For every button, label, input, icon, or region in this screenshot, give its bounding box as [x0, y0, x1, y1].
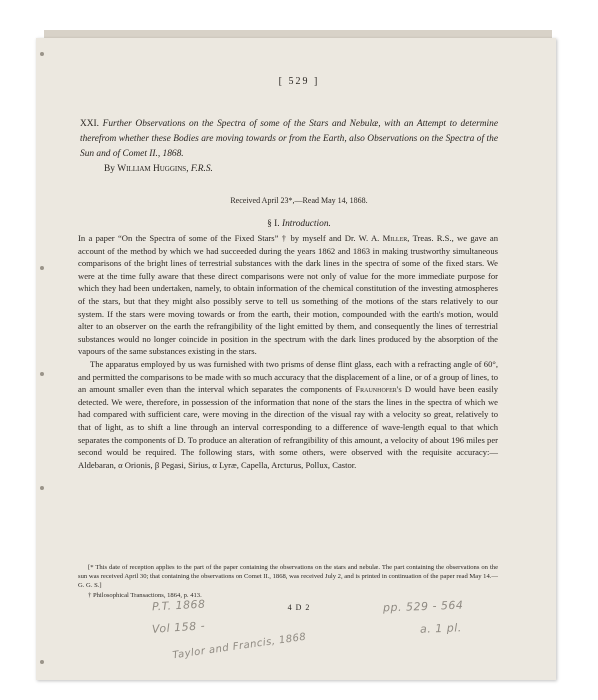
author-name: William Huggins, — [117, 164, 189, 174]
article-number: XXI. — [80, 119, 100, 129]
section-heading — [0, 219, 598, 229]
section-mark: § I. — [267, 219, 280, 229]
footnote: † Philosophical Transactions, 1864, p. 413. — [88, 591, 202, 599]
footnotes — [78, 563, 498, 600]
binding-hole — [40, 266, 44, 270]
body-text — [78, 232, 498, 471]
signature-mark: 4 D 2 — [287, 603, 311, 612]
article-title — [80, 117, 498, 177]
pencil-note: pp. 529 - 564 — [382, 598, 464, 615]
binding-hole — [40, 660, 44, 664]
pencil-note: Taylor and Francis, 1868 — [171, 631, 308, 662]
paragraph — [78, 232, 498, 358]
binding-hole — [40, 372, 44, 376]
received-date: Received April 23*,—Read May 14, 1868. — [230, 196, 368, 205]
article-title-text: Further Observations on the Spectra of some of the Stars and Nebulæ, with an Attempt to determine therefrom whether these Bodies are moving towards or from the Earth, also Observations on the Spectra of the Sun and of Comet II., 1868. — [80, 119, 499, 159]
byline-by: By — [104, 164, 115, 174]
paragraph-text: The apparatus employed by us was furnished with two prisms of dense flint glass, each with a refracting angle of 60°, and permitted the comparisons to be made with so much accuracy that the displacement of a line, or of a group of lines, to an amount smaller even than the interval which separates the components of — [78, 358, 498, 395]
name-smallcaps: Fraunhofer's — [355, 384, 402, 395]
paragraph-text: Treas. R.S., we gave an account of the method by which we had succeeded during the years 1862 and 1863 in making trustworthy simultaneous comparisons of the bright lines of terrestrial substances with the dark lines in the spectra of some of the fixed stars. We were at the time fully aware that these direct comparisons were not only of value for the more immediate purpose for which they had been undertaken, namely, to obtain information of the chemical constitution of the investing atmospheres of the stars, but that they might also possibly serve to tell us something of the motions of the stars relatively to our system. If the stars were moving towards or from the earth, their motion, compounded with the earth's motion, would alter to an observer on the earth the refrangibility of the light emitted by them, and consequently the lines of terrestrial substances would no longer coincide in position in the spectrum with the dark lines produced by the absorption of the vapours of the same substances existing in the stars. — [78, 233, 499, 357]
section-title: Introduction. — [281, 219, 331, 229]
pencil-note: Vol 158 - — [151, 619, 206, 636]
name-smallcaps: Miller, — [382, 233, 410, 243]
paragraph — [78, 358, 498, 471]
binding-hole — [40, 52, 44, 56]
page-number: [ 529 ] — [278, 76, 320, 87]
author-suffix: F.R.S. — [190, 164, 213, 174]
byline — [104, 164, 213, 174]
pencil-note: P.T. 1868 — [151, 597, 206, 614]
pencil-note: a. 1 pl. — [419, 621, 462, 636]
footnote: [* This date of reception applies to the part of the paper containing the observations on the stars and nebulæ. The part containing the observations on the sun was received April 30; that containing the observations on Comet II., 1868, was received July 2, and is printed in continuation of the paper read May 14.—G. G. S.] — [78, 564, 498, 590]
paragraph-text: In a paper “On the Spectra of some of the Fixed Stars” † by myself and Dr. W. A. — [78, 233, 380, 243]
paragraph-text: D would have been easily detected. We were, therefore, in possession of the information that none of the stars the lines in the spectra of which we had compared with sufficient care, were moving in the direction of the visual ray with a velocity so great, relatively to that of light, as to shift a line through an interval corresponding to a difference of wave-length equal to that which separates the components of D. To produce an alteration of refrangibility of this amount, a velocity of about 196 miles per second would be required. The following stars, with some others, were observed with the requisite accuracy:—Aldebaran, α Orionis, β Pegasi, Sirius, α Lyræ, Capella, Arcturus, Pollux, Castor. — [78, 384, 499, 470]
binding-hole — [40, 486, 44, 490]
